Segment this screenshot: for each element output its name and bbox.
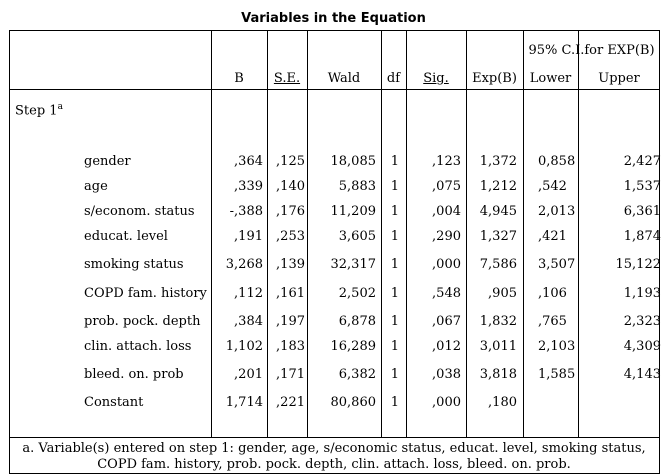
row-label: educat. level [84,229,168,244]
row-label: age [84,179,108,194]
cell-wald: 18,085 [330,154,376,169]
table-title: Variables in the Equation [241,11,426,26]
cell-df: 1 [390,395,399,410]
cell-sig: ,548 [432,286,461,301]
cell-upper: 2,427 [623,154,661,169]
col-header-sig: Sig. [423,71,449,86]
cell-upper: 1,537 [623,179,661,194]
cell-sig: ,000 [432,395,461,410]
cell-wald: 80,860 [330,395,376,410]
cell-upper: 2,323 [623,314,661,329]
footnote: a. Variable(s) entered on step 1: gender, age, s/economic status, educat. level, smoking status, COPD fam. history, prob. pock. depth, clin. attach. loss, bleed. on. prob. [22,441,646,472]
cell-expb: 1,832 [479,314,517,329]
row-label: bleed. on. prob [84,367,184,382]
cell-se: ,183 [276,339,305,354]
row-label: clin. attach. loss [84,339,192,354]
grid-line [578,30,579,438]
row-label: Constant [84,395,144,410]
cell-se: ,221 [276,395,305,410]
cell-b: 3,268 [225,257,263,272]
col-header-se: S.E. [273,71,301,86]
cell-b: 1,714 [225,395,263,410]
cell-expb: 3,011 [479,339,517,354]
cell-expb: 3,818 [479,367,517,382]
cell-b: ,339 [234,179,263,194]
cell-lower: 2,013 [538,204,576,219]
cell-sig: ,075 [432,179,461,194]
cell-df: 1 [390,154,399,169]
col-header-lower: Lower [529,71,572,86]
header-separator [9,89,660,90]
cell-se: ,140 [276,179,305,194]
cell-b: -,388 [229,204,263,219]
cell-df: 1 [390,229,399,244]
cell-expb: 1,212 [479,179,517,194]
cell-upper: 15,122 [615,257,661,272]
row-label: COPD fam. history [84,286,207,301]
grid-line [406,30,407,438]
cell-upper: 1,193 [623,286,661,301]
col-header-b: B [234,71,244,86]
cell-df: 1 [390,257,399,272]
cell-se: ,176 [276,204,305,219]
cell-se: ,253 [276,229,305,244]
footnote-separator [9,437,660,438]
cell-lower: ,542 [538,179,567,194]
cell-wald: 5,883 [338,179,376,194]
cell-wald: 16,289 [330,339,376,354]
cell-lower: ,421 [538,229,567,244]
cell-se: ,161 [276,286,305,301]
cell-upper: 1,874 [623,229,661,244]
cell-sig: ,038 [432,367,461,382]
grid-line [466,30,467,438]
cell-b: ,201 [234,367,263,382]
cell-expb: 4,945 [479,204,517,219]
cell-se: ,125 [276,154,305,169]
grid-line [381,30,382,438]
cell-b: ,364 [234,154,263,169]
row-label: gender [84,154,131,169]
cell-expb: 1,327 [479,229,517,244]
cell-se: ,197 [276,314,305,329]
cell-wald: 6,878 [338,314,376,329]
cell-b: ,384 [234,314,263,329]
cell-sig: ,123 [432,154,461,169]
cell-sig: ,012 [432,339,461,354]
cell-lower: 1,585 [538,367,576,382]
cell-expb: ,905 [488,286,517,301]
row-label: prob. pock. depth [84,314,201,329]
cell-sig: ,067 [432,314,461,329]
step-label: Step 1$^a$ [15,102,63,119]
cell-df: 1 [390,204,399,219]
grid-line [307,30,308,438]
col-header-df: df [386,71,401,86]
cell-b: ,112 [234,286,263,301]
grid-line [267,30,268,438]
cell-lower: ,106 [538,286,567,301]
cell-df: 1 [390,367,399,382]
cell-upper: 4,143 [623,367,661,382]
cell-df: 1 [390,286,399,301]
row-label: s/econom. status [84,204,195,219]
col-header-wald: Wald [327,71,361,86]
cell-expb: ,180 [488,395,517,410]
grid-line [211,30,212,438]
cell-df: 1 [390,179,399,194]
col-header-expb: Exp(B) [472,71,517,86]
cell-wald: 11,209 [330,204,376,219]
grid-line [523,30,524,438]
cell-expb: 7,586 [479,257,517,272]
cell-df: 1 [390,314,399,329]
row-label: smoking status [84,257,184,272]
cell-wald: 2,502 [338,286,376,301]
cell-df: 1 [390,339,399,354]
cell-sig: ,004 [432,204,461,219]
cell-se: ,171 [276,367,305,382]
ci-header: 95% C.I.for EXP(B) [528,43,655,58]
cell-wald: 32,317 [330,257,376,272]
cell-b: ,191 [234,229,263,244]
cell-upper: 6,361 [623,204,661,219]
cell-sig: ,290 [432,229,461,244]
cell-sig: ,000 [432,257,461,272]
cell-wald: 3,605 [338,229,376,244]
cell-se: ,139 [276,257,305,272]
cell-upper: 4,309 [623,339,661,354]
cell-b: 1,102 [225,339,263,354]
cell-lower: ,765 [538,314,567,329]
cell-lower: 3,507 [538,257,576,272]
cell-lower: 0,858 [538,154,576,169]
cell-lower: 2,103 [538,339,576,354]
col-header-upper: Upper [598,71,640,86]
cell-wald: 6,382 [338,367,376,382]
cell-expb: 1,372 [479,154,517,169]
